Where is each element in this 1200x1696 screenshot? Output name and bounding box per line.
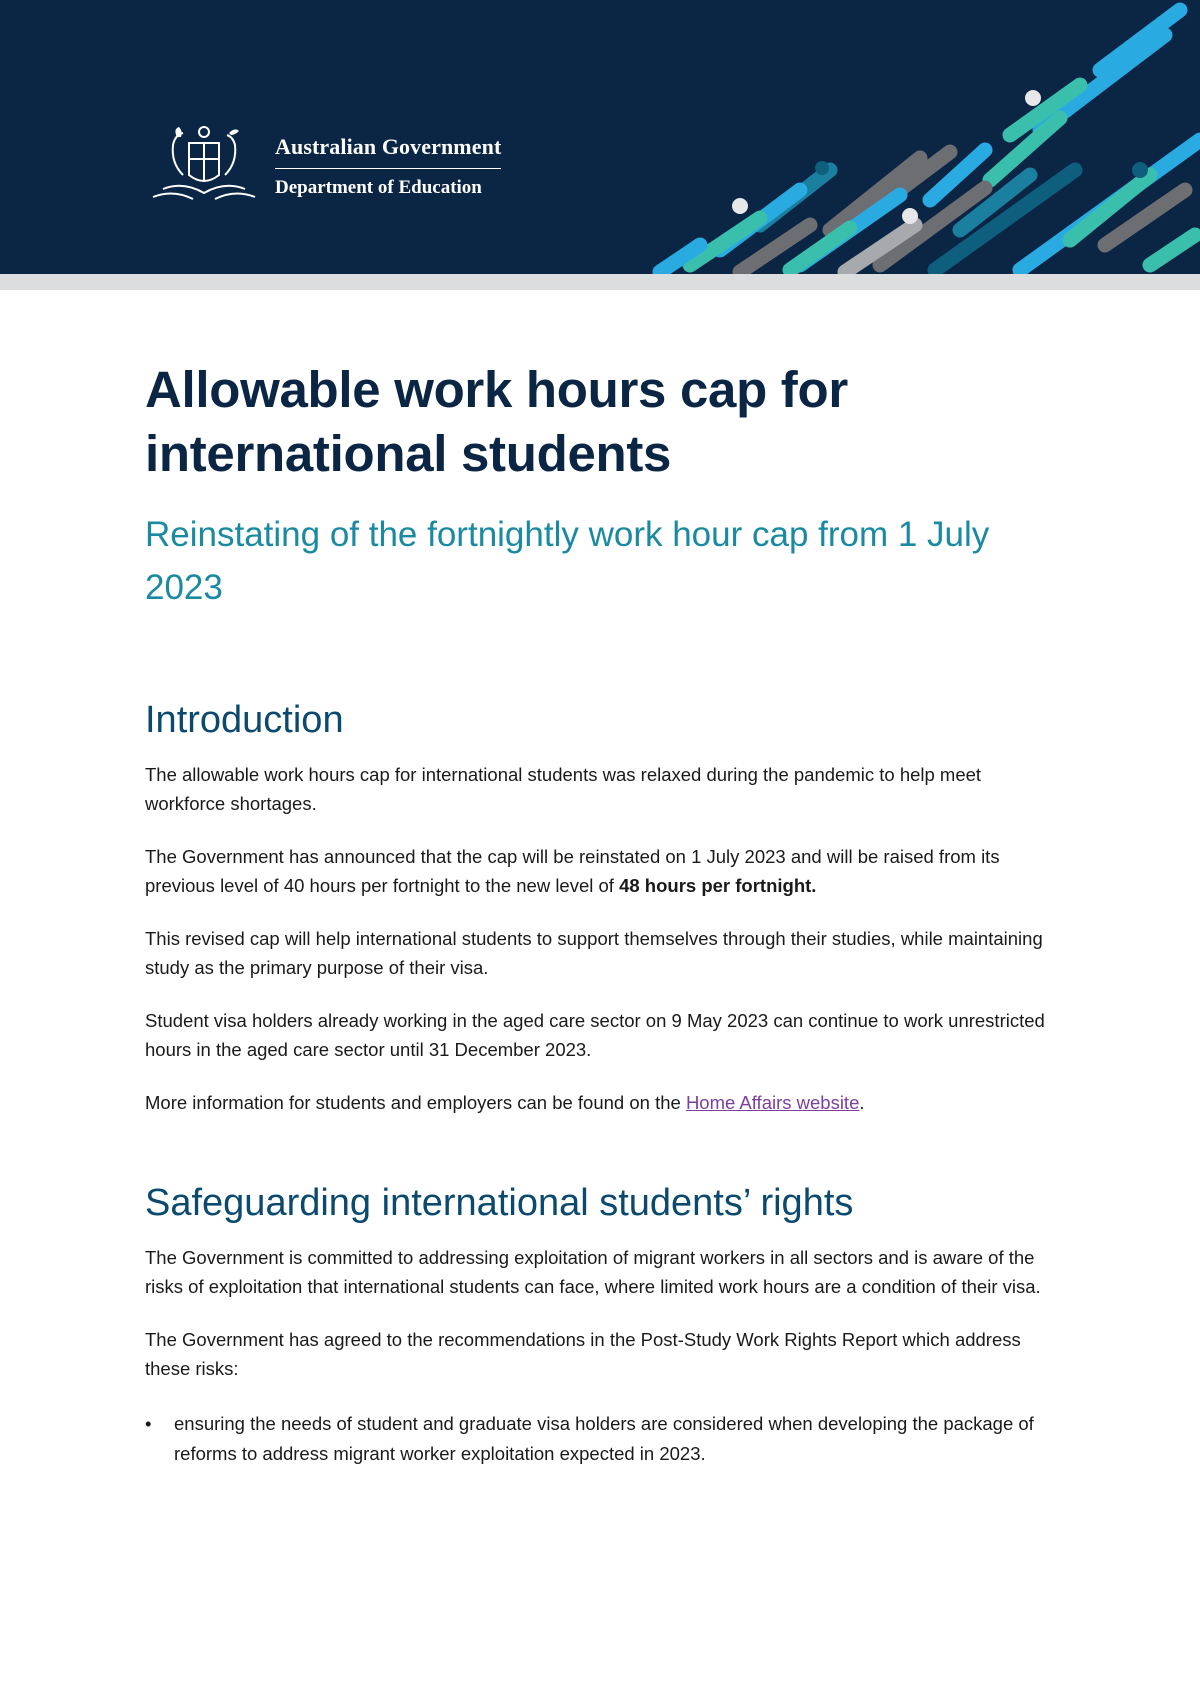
heading-introduction: Introduction — [145, 699, 344, 741]
heading-safeguarding: Safeguarding international students’ rights — [145, 1182, 854, 1224]
stripe — [1150, 235, 1195, 265]
dot — [902, 208, 918, 224]
intro-paragraph-5-end: . — [859, 1092, 865, 1113]
coat-of-arms-icon — [143, 123, 265, 209]
safeguarding-paragraph-2: The Government has agreed to the recommendations in the Post-Study Work Rights Report which address these risks: — [145, 1329, 1021, 1379]
recommendations-list — [145, 1409, 1065, 1469]
dot — [815, 161, 829, 175]
intro-paragraph-2-text: The Government has announced that the cap will be reinstated on 1 July 2023 and will be raised from its previous level of 40 hours per fortnight to the new level of — [145, 846, 1000, 896]
dot — [1025, 90, 1041, 106]
logo-department: Department of Education — [275, 176, 482, 198]
bullet-icon: • — [145, 1413, 152, 1434]
logo-title: Australian Government — [275, 134, 501, 169]
intro-paragraph-4: Student visa holders already working in the aged care sector on 9 May 2023 can continue to work unrestricted hours in the aged care sector until 31 December 2023. — [145, 1010, 1045, 1060]
intro-paragraph-1: The allowable work hours cap for international students was relaxed during the pandemic to help meet workforce shortages. — [145, 764, 982, 814]
banner-divider — [0, 274, 1200, 290]
document-body — [145, 358, 1065, 1469]
intro-paragraph-2-bold: 48 hours per fortnight. — [619, 875, 817, 896]
list-item — [145, 1409, 1065, 1469]
intro-paragraph-5-text: More information for students and employers can be found on the — [145, 1092, 686, 1113]
intro-paragraph-5 — [145, 1088, 1065, 1117]
page-subtitle: Reinstating of the fortnightly work hour cap from 1 July 2023 — [145, 515, 990, 607]
intro-paragraph-2 — [145, 842, 1065, 900]
safeguarding-paragraph-1: The Government is committed to addressing exploitation of migrant workers in all sectors and is aware of the risks of exploitation that international students can face, where limited work hours are a condition of their visa. — [145, 1247, 1041, 1297]
government-logo — [143, 123, 501, 209]
intro-paragraph-3: This revised cap will help international students to support themselves through their studies, while maintaining study as the primary purpose of their visa. — [145, 928, 1043, 978]
dot — [1132, 162, 1148, 178]
home-affairs-link[interactable]: Home Affairs website — [685, 1092, 860, 1113]
list-item-text: ensuring the needs of student and graduate visa holders are considered when developing the package of reforms to address migrant worker exploitation expected in 2023. — [174, 1413, 1034, 1464]
header-banner — [0, 0, 1200, 274]
dot — [732, 198, 748, 214]
page-title: Allowable work hours cap for international students — [145, 361, 848, 482]
